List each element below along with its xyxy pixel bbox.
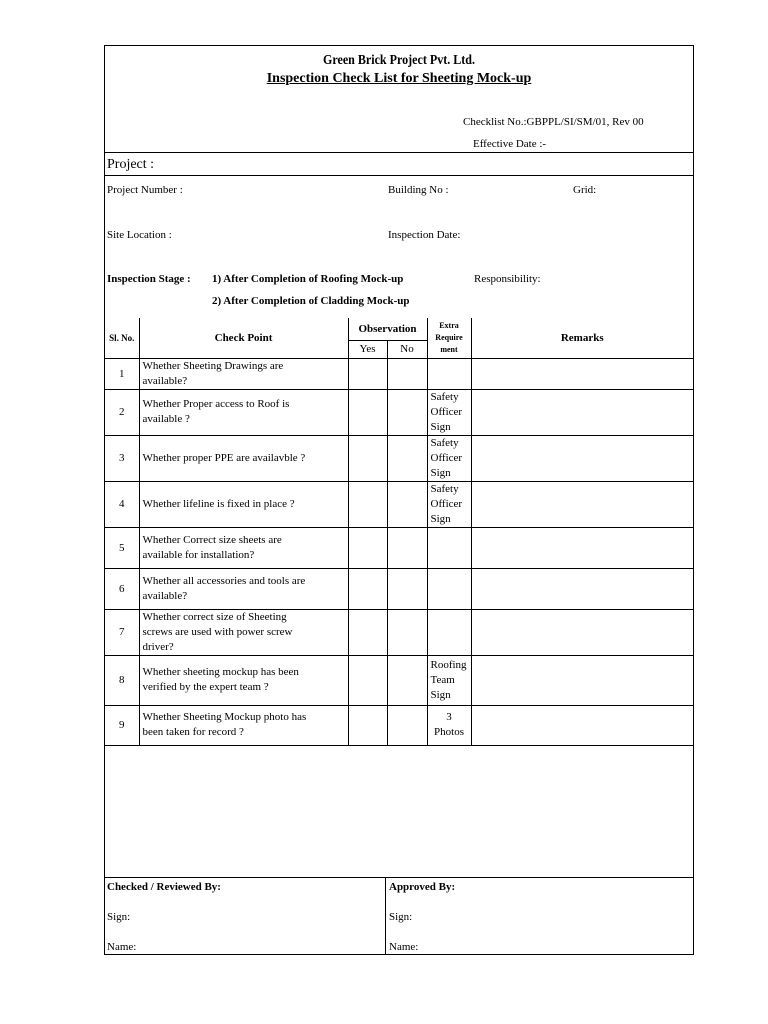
document-title-text: Inspection Check List for Sheeting Mock-up [266, 71, 532, 86]
inspection-stage-1: 1) After Completion of Roofing Mock-up [212, 273, 404, 285]
extra-requirement-cell [427, 435, 471, 481]
extra-header-line: Extra [439, 320, 459, 330]
remarks-cell[interactable] [471, 568, 693, 609]
check-point-text: driver? [142, 640, 174, 653]
extra-requirement-cell [427, 655, 471, 705]
remarks-cell[interactable] [471, 705, 693, 745]
extra-requirement-text: Sign [430, 466, 451, 479]
check-point-text: Whether proper PPE are availavble ? [142, 451, 306, 464]
col-header-yes: Yes [348, 340, 387, 358]
extra-requirement-text: 3 [446, 711, 452, 723]
observation-yes-cell[interactable] [348, 358, 387, 389]
remarks-cell[interactable] [471, 609, 693, 655]
project-label: Project : [107, 157, 155, 172]
observation-no-cell[interactable] [387, 705, 427, 745]
row-number: 1 [105, 358, 139, 389]
observation-yes-cell[interactable] [348, 705, 387, 745]
row-number: 2 [105, 389, 139, 435]
col-header-sl-no: Sl. No. [105, 318, 139, 358]
row-number: 7 [105, 609, 139, 655]
table-header-row [105, 318, 693, 340]
extra-requirement-cell [427, 389, 471, 435]
col-header-no: No [387, 340, 427, 358]
extra-requirement-cell [427, 358, 471, 389]
checklist-table [105, 318, 693, 746]
observation-yes-cell[interactable] [348, 389, 387, 435]
observation-no-cell[interactable] [387, 481, 427, 527]
extra-requirement-text: Sign [430, 420, 451, 433]
extra-requirement-text: Sign [430, 688, 451, 701]
remarks-cell[interactable] [471, 527, 693, 568]
extra-header-line: ment [440, 344, 458, 354]
extra-requirement-text: Team [430, 673, 455, 686]
check-point-text: available? [142, 374, 188, 387]
check-point-cell [139, 609, 348, 655]
check-point-cell [139, 358, 348, 389]
check-point-text: Whether sheeting mockup has been [142, 666, 299, 678]
building-no-label: Building No : [388, 184, 449, 196]
row-number: 5 [105, 527, 139, 568]
check-point-cell [139, 435, 348, 481]
observation-yes-cell[interactable] [348, 527, 387, 568]
approved-by-label: Approved By: [389, 881, 456, 893]
extra-requirement-text: Safety [430, 390, 459, 403]
check-point-cell [139, 527, 348, 568]
check-point-cell [139, 481, 348, 527]
check-point-cell [139, 389, 348, 435]
row-number: 4 [105, 481, 139, 527]
extra-requirement-text: Officer [430, 451, 463, 464]
checked-reviewed-by-label: Checked / Reviewed By: [107, 881, 221, 893]
checklist-sheet [104, 45, 694, 955]
extra-requirement-text: Officer [430, 497, 463, 510]
responsibility-label: Responsibility: [474, 273, 541, 285]
company-name: Green Brick Project Pvt. Ltd. [322, 53, 476, 68]
sign-right-label: Sign: [389, 911, 413, 923]
extra-requirement-cell [427, 568, 471, 609]
check-point-text: available ? [142, 413, 190, 425]
col-header-extra-requirement [427, 318, 471, 358]
inspection-stage-label: Inspection Stage : [107, 273, 191, 285]
table-row [105, 527, 693, 568]
check-point-cell [139, 705, 348, 745]
row-number: 6 [105, 568, 139, 609]
remarks-cell[interactable] [471, 481, 693, 527]
check-point-text: Whether Sheeting Drawings are [142, 359, 284, 372]
extra-requirement-cell [427, 705, 471, 745]
observation-no-cell[interactable] [387, 655, 427, 705]
extra-header-line: Require [435, 332, 463, 342]
extra-requirement-cell [427, 527, 471, 568]
table-row [105, 705, 693, 745]
checklist-number: Checklist No.:GBPPL/SI/SM/01, Rev 00 [463, 116, 644, 128]
row-number: 9 [105, 705, 139, 745]
footer-column-divider [385, 877, 386, 955]
grid-label: Grid: [573, 184, 597, 196]
checklist-rows [105, 358, 693, 745]
inspection-date-label: Inspection Date: [388, 229, 461, 241]
check-point-text: screws are used with power screw [142, 625, 293, 638]
observation-yes-cell[interactable] [348, 568, 387, 609]
sign-left-label: Sign: [107, 911, 131, 923]
col-header-check-point: Check Point [139, 318, 348, 358]
extra-requirement-text: Roofing [430, 658, 467, 671]
site-location-label: Site Location : [107, 229, 172, 241]
check-point-text: Whether lifeline is fixed in place ? [142, 497, 295, 510]
extra-requirement-cell [427, 481, 471, 527]
remarks-cell[interactable] [471, 389, 693, 435]
extra-requirement-text: Photos [434, 726, 464, 738]
effective-date: Effective Date :- [473, 138, 547, 150]
check-point-text: Whether Proper access to Roof is [142, 398, 290, 410]
check-point-text: Whether Correct size sheets are [142, 533, 282, 546]
table-row [105, 358, 693, 389]
remarks-cell[interactable] [471, 655, 693, 705]
check-point-cell [139, 568, 348, 609]
table-row [105, 609, 693, 655]
observation-no-cell[interactable] [387, 609, 427, 655]
table-row [105, 481, 693, 527]
remarks-cell[interactable] [471, 358, 693, 389]
observation-yes-cell[interactable] [348, 435, 387, 481]
check-point-text: Whether Sheeting Mockup photo has [142, 711, 307, 723]
inspection-stage-2: 2) After Completion of Cladding Mock-up [212, 295, 410, 307]
observation-yes-cell[interactable] [348, 481, 387, 527]
extra-requirement-text: Sign [430, 512, 451, 525]
check-point-text: verified by the expert team ? [142, 681, 269, 693]
table-row [105, 568, 693, 609]
col-header-remarks: Remarks [471, 318, 693, 358]
observation-no-cell[interactable] [387, 527, 427, 568]
extra-requirement-cell [427, 609, 471, 655]
check-point-text: Whether all accessories and tools are [142, 574, 306, 587]
observation-no-cell[interactable] [387, 389, 427, 435]
table-row [105, 435, 693, 481]
divider [105, 152, 693, 153]
check-point-cell [139, 655, 348, 705]
name-right-label: Name: [389, 941, 419, 953]
table-row [105, 655, 693, 705]
observation-no-cell[interactable] [387, 358, 427, 389]
extra-requirement-text: Safety [430, 436, 459, 449]
check-point-text: Whether correct size of Sheeting [142, 610, 287, 623]
extra-requirement-text: Safety [430, 482, 459, 495]
document-title [105, 71, 693, 87]
extra-requirement-text: Officer [430, 405, 463, 418]
table-row [105, 389, 693, 435]
row-number: 8 [105, 655, 139, 705]
divider [105, 175, 693, 176]
observation-no-cell[interactable] [387, 435, 427, 481]
name-left-label: Name: [107, 941, 137, 953]
check-point-text: been taken for record ? [142, 726, 244, 738]
remarks-cell[interactable] [471, 435, 693, 481]
observation-no-cell[interactable] [387, 568, 427, 609]
row-number: 3 [105, 435, 139, 481]
check-point-text: available for installation? [142, 548, 255, 561]
divider [105, 877, 693, 878]
observation-yes-cell[interactable] [348, 609, 387, 655]
col-header-observation: Observation [348, 318, 427, 340]
observation-yes-cell[interactable] [348, 655, 387, 705]
project-number-label: Project Number : [107, 184, 183, 196]
check-point-text: available? [142, 589, 188, 602]
